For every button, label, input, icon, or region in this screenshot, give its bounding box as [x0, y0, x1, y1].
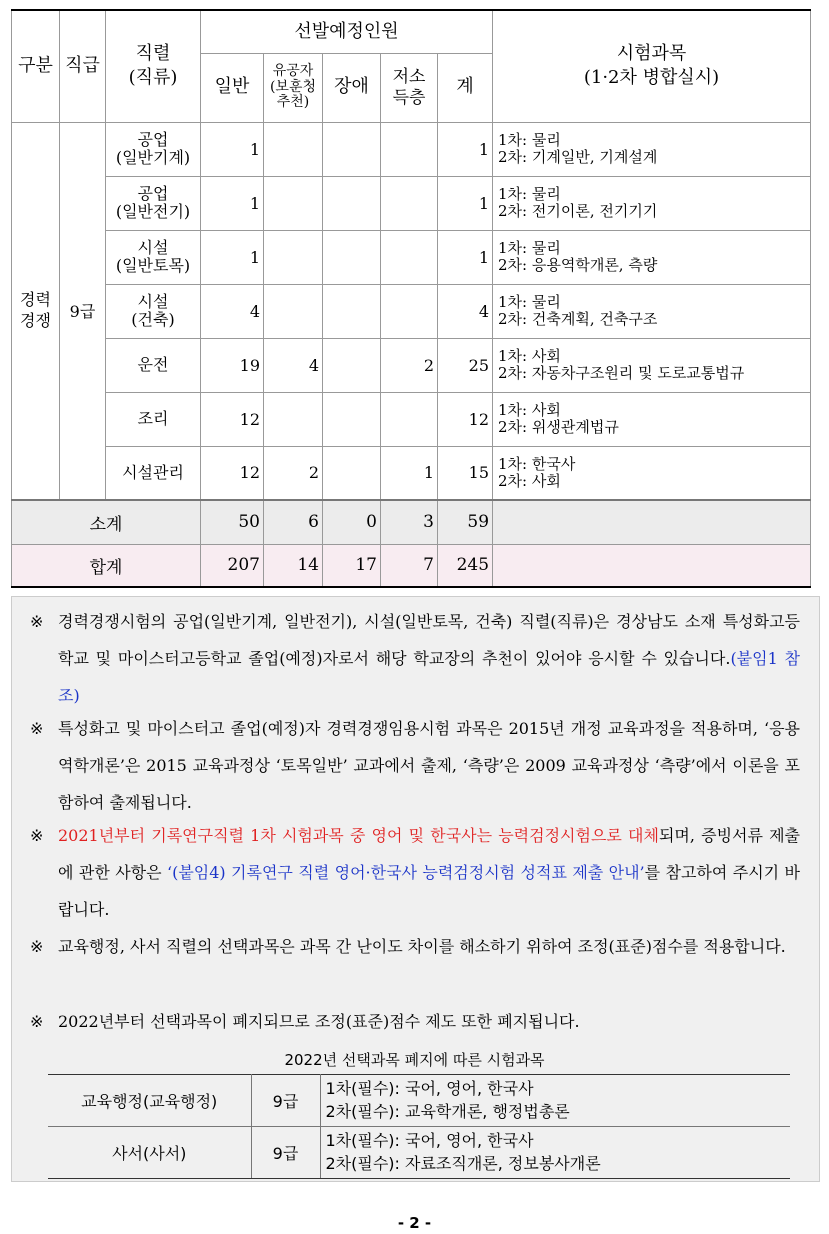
- division-line2: 경쟁: [20, 310, 51, 330]
- note-5: [30, 1003, 800, 1040]
- note-1-ref: (붙임1 참조): [58, 649, 800, 705]
- grand-total-low-income: 7: [381, 544, 438, 587]
- note-3-mid: 되며, 증빙서류 제출에 관한 사항은: [58, 826, 801, 882]
- sub-subjects: [320, 1127, 790, 1179]
- disabled-cell: [323, 338, 381, 392]
- table-row: [12, 446, 811, 500]
- header-merit-sub1: (보훈청: [269, 78, 317, 95]
- job-name: 시설: [137, 291, 169, 311]
- job-sub: (일반전기): [115, 202, 191, 221]
- exam-subject-2: 2차: 위생관계법규: [498, 418, 619, 436]
- exam-subject-1: 1차: 물리: [498, 184, 561, 203]
- note-1-text: 경력경쟁시험의 공업(일반기계, 일반전기), 시설(일반토목, 건축) 직렬(직류)은 경상남도 소재 특성화고등학교 및 마이스터고등학교 졸업(예정)자로서 해당 학교장의 추천이 있어야 응시할 수 있습니다.: [58, 612, 800, 668]
- header-merit-label: 유공자: [272, 63, 314, 80]
- general-cell: 1: [201, 122, 264, 176]
- note-1: [30, 603, 800, 714]
- table-row: [12, 122, 811, 176]
- note-3-blue: ‘(붙임4) 기록연구 직렬 영어·한국사 능력검정시험 성적표 제출 안내’: [166, 863, 645, 882]
- reference-mark-icon: ※: [30, 612, 44, 631]
- subtotal-merit: 6: [264, 500, 323, 544]
- low-income-cell: [381, 284, 438, 338]
- table-row: [48, 1075, 790, 1127]
- note-3-red: 2021년부터 기록연구직렬 1차 시험과목 중 영어 및 한국사는 능력검정시험으로 대체: [58, 826, 659, 845]
- grade-cell: 9급: [60, 122, 106, 500]
- grand-total-empty: [493, 544, 811, 587]
- merit-cell: [264, 392, 323, 446]
- exam-subject-1: 1차: 한국사: [498, 454, 576, 473]
- job-sub: (일반토목): [115, 256, 191, 275]
- grand-total-general: 207: [201, 544, 264, 587]
- note-5-text: 2022년부터 선택과목이 폐지되므로 조정(표준)점수 제도 또한 폐지됩니다.: [58, 1012, 580, 1031]
- header-series-label: 직렬: [135, 42, 171, 64]
- disabled-cell: [323, 446, 381, 500]
- disabled-cell: [323, 392, 381, 446]
- exam-subject-2: 2차: 응용역학개론, 측량: [498, 256, 658, 274]
- job-cell: [106, 446, 201, 500]
- exam-subject-cell: [493, 446, 811, 500]
- general-cell: 1: [201, 230, 264, 284]
- exam-subject-cell: [493, 176, 811, 230]
- header-merit-sub2: 추천): [276, 94, 310, 111]
- job-name: 시설관리: [122, 462, 184, 482]
- sub-grade: 9급: [251, 1075, 320, 1127]
- sub-subject-2: 2차(필수): 교육학개론, 행정법총론: [325, 1101, 570, 1121]
- note-4-text: 교육행정, 사서 직렬의 선택과목은 과목 간 난이도 차이를 해소하기 위하여 조정(표준)점수를 적용합니다.: [58, 937, 786, 956]
- recruitment-table: [11, 9, 811, 588]
- note-4: [30, 928, 800, 965]
- merit-cell: [264, 122, 323, 176]
- sub-series: 교육행정(교육행정): [48, 1075, 251, 1127]
- total-cell: 12: [438, 392, 493, 446]
- exam-subject-cell: [493, 392, 811, 446]
- disabled-cell: [323, 122, 381, 176]
- header-low-income: [381, 53, 438, 122]
- grand-total-row: [12, 544, 811, 587]
- note-2: [30, 710, 800, 821]
- low-income-cell: [381, 230, 438, 284]
- subtotal-empty: [493, 500, 811, 544]
- header-low-income-1: 저소: [392, 67, 426, 88]
- job-cell: [106, 176, 201, 230]
- general-cell: 4: [201, 284, 264, 338]
- division-cell: [12, 122, 60, 500]
- exam-subject-1: 1차: 물리: [498, 292, 561, 311]
- total-cell: 1: [438, 122, 493, 176]
- exam-subject-2: 2차: 기계일반, 기계설계: [498, 148, 658, 166]
- general-cell: 19: [201, 338, 264, 392]
- header-total: 계: [438, 53, 493, 122]
- exam-subject-2: 2차: 사회: [498, 471, 561, 490]
- low-income-cell: [381, 392, 438, 446]
- reference-mark-icon: ※: [30, 826, 44, 845]
- reference-mark-icon: ※: [30, 719, 44, 738]
- job-name: 운전: [137, 354, 169, 374]
- low-income-cell: [381, 176, 438, 230]
- general-cell: 12: [201, 446, 264, 500]
- header-low-income-2: 득층: [392, 87, 426, 108]
- job-name: 조리: [137, 408, 169, 428]
- job-cell: [106, 392, 201, 446]
- subtotal-row: [12, 500, 811, 544]
- header-series: [106, 10, 201, 122]
- header-general: 일반: [201, 53, 264, 122]
- grand-total-label: 합계: [12, 544, 201, 587]
- header-exam-label: 시험과목: [616, 42, 687, 64]
- merit-cell: [264, 284, 323, 338]
- reference-mark-icon: ※: [30, 1012, 44, 1031]
- sub-subject-1: 1차(필수): 국어, 영어, 한국사: [325, 1079, 534, 1099]
- job-cell: [106, 122, 201, 176]
- note-3-end: 를 참고하여 주시기 바랍니다.: [58, 863, 800, 919]
- note-2-text: 특성화고 및 마이스터고 졸업(예정)자 경력경쟁임용시험 과목은 2015년 개정 교육과정을 적용하며, ‘응용역학개론’은 2015 교육과정상 ‘토목일반’ 교과에서 출제, ‘측량’은 2009 교육과정상 ‘측량’에서 이론을 포함하여 출제됩니다.: [58, 719, 800, 812]
- exam-subject-cell: [493, 122, 811, 176]
- total-cell: 1: [438, 176, 493, 230]
- merit-cell: [264, 230, 323, 284]
- merit-cell: [264, 176, 323, 230]
- table-row: [12, 176, 811, 230]
- sub-grade: 9급: [251, 1127, 320, 1179]
- exam-subject-cell: [493, 284, 811, 338]
- job-cell: [106, 284, 201, 338]
- header-grade: 직급: [60, 10, 106, 122]
- low-income-cell: 1: [381, 446, 438, 500]
- table-row: [12, 230, 811, 284]
- merit-cell: 2: [264, 446, 323, 500]
- header-disabled: 장애: [323, 53, 381, 122]
- sub-subject-1: 1차(필수): 국어, 영어, 한국사: [325, 1131, 534, 1151]
- subject-table: [48, 1074, 790, 1179]
- sub-series: 사서(사서): [48, 1127, 251, 1179]
- subtable-title: 2022년 선택과목 폐지에 따른 시험과목: [284, 1051, 545, 1069]
- exam-subject-cell: [493, 338, 811, 392]
- sub-subjects: [320, 1075, 790, 1127]
- total-cell: 1: [438, 230, 493, 284]
- header-division: 구분: [12, 10, 60, 122]
- general-cell: 1: [201, 176, 264, 230]
- exam-subject-2: 2차: 건축계획, 건축구조: [498, 310, 658, 328]
- subtotal-total: 59: [438, 500, 493, 544]
- header-planned: 선발예정인원: [201, 10, 493, 53]
- exam-subject-1: 1차: 물리: [498, 130, 561, 149]
- disabled-cell: [323, 230, 381, 284]
- low-income-cell: 2: [381, 338, 438, 392]
- job-name: 시설: [137, 237, 169, 257]
- table-row: [12, 284, 811, 338]
- table-row: [48, 1127, 790, 1179]
- subtotal-general: 50: [201, 500, 264, 544]
- low-income-cell: [381, 122, 438, 176]
- exam-subject-1: 1차: 사회: [498, 400, 561, 419]
- job-cell: [106, 338, 201, 392]
- note-3: [30, 817, 800, 928]
- disabled-cell: [323, 176, 381, 230]
- grand-total-disabled: 17: [323, 544, 381, 587]
- job-name: 공업: [137, 129, 169, 149]
- reference-mark-icon: ※: [30, 937, 44, 956]
- exam-subject-cell: [493, 230, 811, 284]
- header-merit: [264, 53, 323, 122]
- table-row: [12, 338, 811, 392]
- exam-subject-2: 2차: 자동차구조원리 및 도로교통법규: [498, 364, 745, 382]
- grand-total-merit: 14: [264, 544, 323, 587]
- job-sub: (일반기계): [115, 148, 191, 167]
- total-cell: 4: [438, 284, 493, 338]
- job-sub: (건축): [131, 310, 175, 329]
- job-name: 공업: [137, 183, 169, 203]
- general-cell: 12: [201, 392, 264, 446]
- subtotal-label: 소계: [12, 500, 201, 544]
- exam-subject-2: 2차: 전기이론, 전기기기: [498, 202, 658, 220]
- division-line1: 경력: [20, 289, 51, 309]
- table-row: [12, 392, 811, 446]
- header-exam-sub: (1·2차 병합실시): [583, 67, 720, 89]
- page-number: - 2 -: [397, 1214, 432, 1232]
- subtotal-low-income: 3: [381, 500, 438, 544]
- sub-subject-2: 2차(필수): 자료조직개론, 정보봉사개론: [325, 1153, 601, 1173]
- subtotal-disabled: 0: [323, 500, 381, 544]
- disabled-cell: [323, 284, 381, 338]
- merit-cell: 4: [264, 338, 323, 392]
- job-cell: [106, 230, 201, 284]
- header-exam: [493, 10, 811, 122]
- exam-subject-1: 1차: 물리: [498, 238, 561, 257]
- exam-subject-1: 1차: 사회: [498, 346, 561, 365]
- total-cell: 15: [438, 446, 493, 500]
- header-series-sub: (직류): [128, 67, 178, 89]
- grand-total-total: 245: [438, 544, 493, 587]
- total-cell: 25: [438, 338, 493, 392]
